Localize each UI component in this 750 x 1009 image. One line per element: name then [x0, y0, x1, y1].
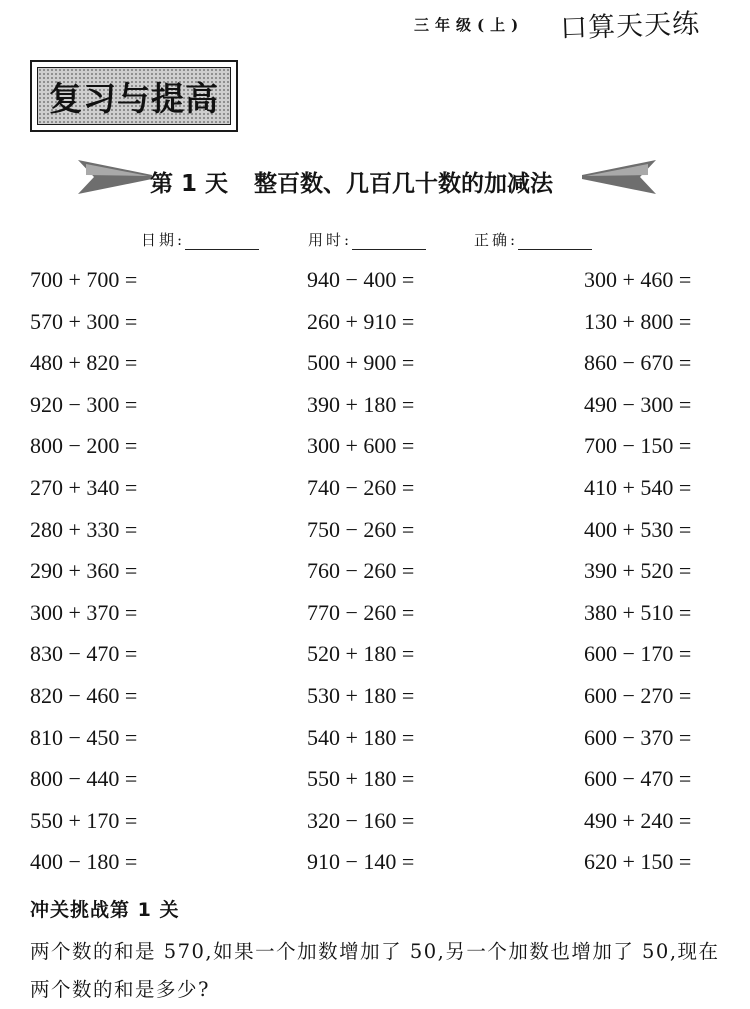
math-problem: 750 − 260 = — [307, 516, 415, 542]
correct-label: 正确: — [474, 231, 519, 249]
section-title-box — [30, 60, 238, 132]
math-problem: 860 − 670 = — [584, 350, 692, 376]
math-problem: 540 + 180 = — [307, 724, 415, 750]
math-problem: 500 + 900 = — [307, 350, 415, 376]
math-problem: 490 + 240 = — [584, 807, 692, 833]
math-problem: 390 + 520 = — [584, 558, 692, 584]
problem-row — [0, 595, 750, 637]
date-blank[interactable] — [185, 235, 259, 250]
math-problem: 600 − 370 = — [584, 724, 692, 750]
math-problem: 400 − 180 = — [30, 849, 138, 875]
math-problem: 700 + 700 = — [30, 267, 138, 292]
math-problem: 480 + 820 = — [30, 350, 138, 376]
math-problem: 300 + 460 = — [584, 267, 692, 292]
problem-row — [0, 678, 750, 720]
math-problem: 300 + 600 = — [307, 433, 415, 459]
problem-row — [0, 553, 750, 595]
right-arrow-ornament-icon — [582, 160, 656, 194]
brand-handwriting: 口算天天练 — [559, 8, 701, 45]
math-problem: 300 + 370 = — [30, 599, 138, 625]
math-problem: 800 − 440 = — [30, 766, 138, 792]
math-problem: 490 − 300 = — [584, 391, 692, 417]
math-problem: 700 − 150 = — [584, 433, 692, 459]
math-problem: 550 + 180 = — [307, 766, 415, 792]
date-field — [141, 229, 259, 250]
challenge-title: 冲关挑战第 1 关 — [30, 899, 180, 921]
time-field — [308, 229, 426, 250]
day-title — [150, 165, 590, 198]
math-problem: 520 + 180 = — [307, 641, 415, 667]
left-arrow-ornament-icon — [78, 160, 152, 194]
math-problem: 600 − 270 = — [584, 682, 692, 708]
problem-grid — [0, 262, 750, 886]
correct-field — [474, 229, 592, 250]
problem-row — [0, 512, 750, 554]
math-problem: 410 + 540 = — [584, 474, 692, 500]
correct-blank[interactable] — [518, 235, 592, 250]
grade-label: 三年级(上) — [414, 16, 525, 34]
math-problem: 940 − 400 = — [307, 267, 415, 292]
math-problem: 130 + 800 = — [584, 308, 692, 334]
math-problem: 530 + 180 = — [307, 682, 415, 708]
problem-row — [0, 262, 750, 304]
math-problem: 390 + 180 = — [307, 391, 415, 417]
math-problem: 570 + 300 = — [30, 308, 138, 334]
math-problem: 920 − 300 = — [30, 391, 138, 417]
math-problem: 320 − 160 = — [307, 807, 415, 833]
challenge-text: 两个数的和是 570,如果一个加数增加了 50,另一个加数也增加了 50,现在两个数的和是多少? — [30, 940, 720, 1001]
section-title: 复习与提高 — [49, 78, 219, 118]
problem-row — [0, 844, 750, 886]
math-problem: 820 − 460 = — [30, 682, 138, 708]
math-problem: 290 + 360 = — [30, 558, 138, 584]
problem-row — [0, 636, 750, 678]
time-label: 用时: — [308, 231, 353, 249]
math-problem: 380 + 510 = — [584, 599, 692, 625]
math-problem: 260 + 910 = — [307, 308, 415, 334]
problem-row — [0, 428, 750, 470]
math-problem: 550 + 170 = — [30, 807, 138, 833]
math-problem: 600 − 470 = — [584, 766, 692, 792]
problem-row — [0, 720, 750, 762]
math-problem: 280 + 330 = — [30, 516, 138, 542]
math-problem: 760 − 260 = — [307, 558, 415, 584]
math-problem: 600 − 170 = — [584, 641, 692, 667]
math-problem: 810 − 450 = — [30, 724, 138, 750]
problem-row — [0, 304, 750, 346]
math-problem: 830 − 470 = — [30, 641, 138, 667]
problem-row — [0, 803, 750, 845]
math-problem: 800 − 200 = — [30, 433, 138, 459]
day-number: 第 1 天 — [150, 171, 229, 197]
problem-row — [0, 345, 750, 387]
math-problem: 770 − 260 = — [307, 599, 415, 625]
problem-row — [0, 470, 750, 512]
math-problem: 620 + 150 = — [584, 849, 692, 875]
math-problem: 740 − 260 = — [307, 474, 415, 500]
time-blank[interactable] — [352, 235, 426, 250]
math-problem: 910 − 140 = — [307, 849, 415, 875]
section-title-pattern — [37, 67, 231, 125]
math-problem: 270 + 340 = — [30, 474, 138, 500]
date-label: 日期: — [141, 231, 186, 249]
day-topic: 整百数、几百几十数的加减法 — [254, 171, 554, 197]
problem-row — [0, 761, 750, 803]
problem-row — [0, 387, 750, 429]
math-problem: 400 + 530 = — [584, 516, 692, 542]
